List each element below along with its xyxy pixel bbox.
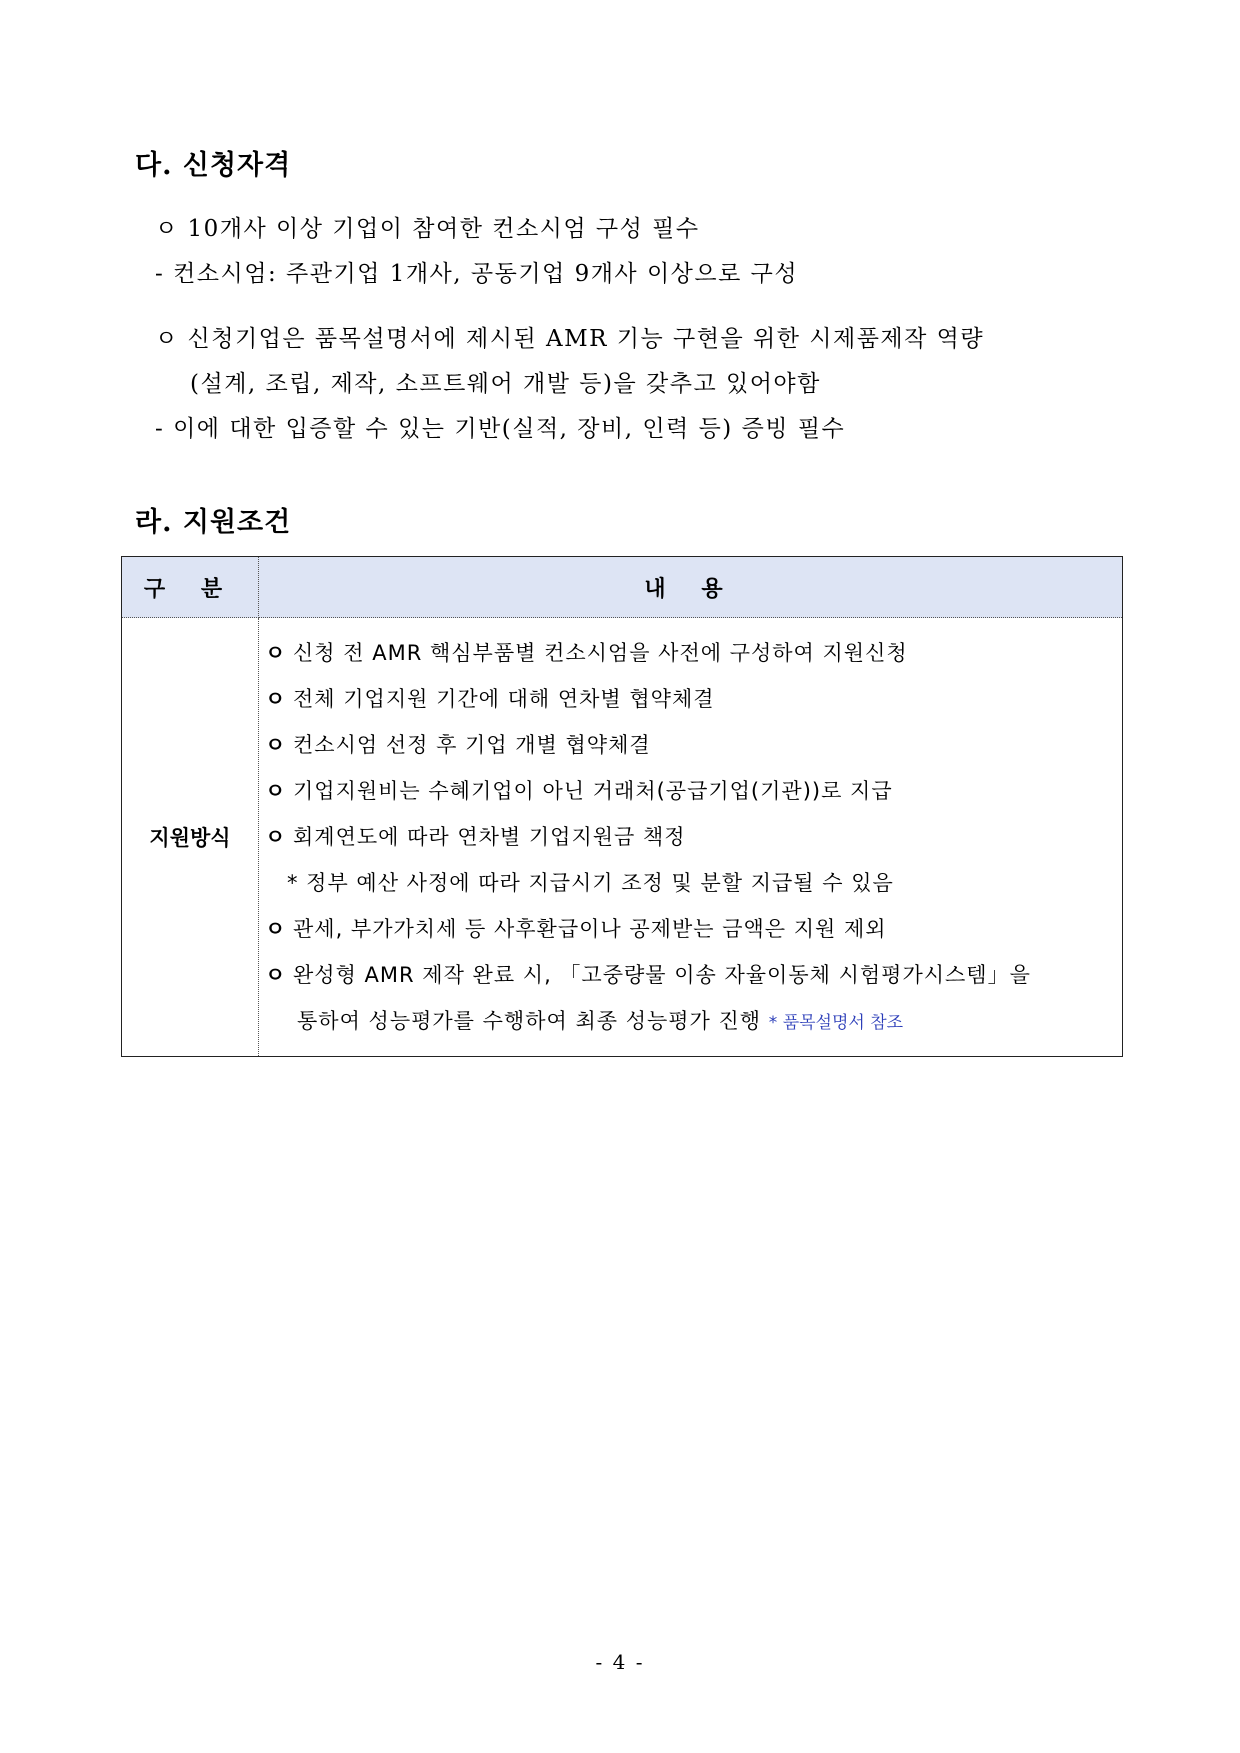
row-content [259, 618, 1123, 1057]
list-item: ㅇ 회계연도에 따라 연차별 기업지원금 책정 [265, 825, 686, 849]
list-item: ㅇ 완성형 AMR 제작 완료 시, 「고중량물 이송 자율이동체 시험평가시스템」을 [265, 963, 1031, 987]
reference-note: * 품목설명서 참조 [768, 1013, 904, 1033]
section-ra-title: 라. 지원조건 [135, 507, 292, 538]
table-row [122, 618, 1123, 1057]
header-content: 내 용 [259, 557, 1123, 618]
list-item-note: * 정부 예산 사정에 따라 지급시기 조정 및 분할 지급될 수 있음 [287, 871, 894, 895]
qualification-line-5: - 이에 대한 입증할 수 있는 기반(실적, 장비, 인력 등) 증빙 필수 [155, 416, 846, 442]
list-item: ㅇ 기업지원비는 수혜기업이 아닌 거래처(공급기업(기관))로 지급 [265, 779, 893, 803]
support-conditions-table [121, 556, 1123, 1057]
list-item: ㅇ 신청 전 AMR 핵심부품별 컨소시엄을 사전에 구성하여 지원신청 [265, 641, 908, 665]
row-label: 지원방식 [122, 618, 259, 1057]
header-category: 구 분 [122, 557, 259, 618]
page-number: - 4 - [595, 1650, 645, 1674]
qualification-line-3: ㅇ 신청기업은 품목설명서에 제시된 AMR 기능 구현을 위한 시제품제작 역량 [155, 326, 985, 352]
qualification-line-4: (설계, 조립, 제작, 소프트웨어 개발 등)을 갖추고 있어야함 [190, 371, 821, 397]
qualification-line-1: ㅇ 10개사 이상 기업이 참여한 컨소시엄 구성 필수 [155, 216, 700, 242]
section-da-title: 다. 신청자격 [135, 150, 292, 181]
list-item-continuation: 통하여 성능평가를 수행하여 최종 성능평가 진행 * 품목설명서 참조 [297, 1009, 904, 1033]
list-item: ㅇ 관세, 부가가치세 등 사후환급이나 공제받는 금액은 지원 제외 [265, 917, 887, 941]
list-item: ㅇ 전체 기업지원 기간에 대해 연차별 협약체결 [265, 687, 715, 711]
table-header-row [122, 557, 1123, 618]
qualification-line-2: - 컨소시엄: 주관기업 1개사, 공동기업 9개사 이상으로 구성 [155, 261, 799, 287]
list-item: ㅇ 컨소시엄 선정 후 기업 개별 협약체결 [265, 733, 651, 757]
